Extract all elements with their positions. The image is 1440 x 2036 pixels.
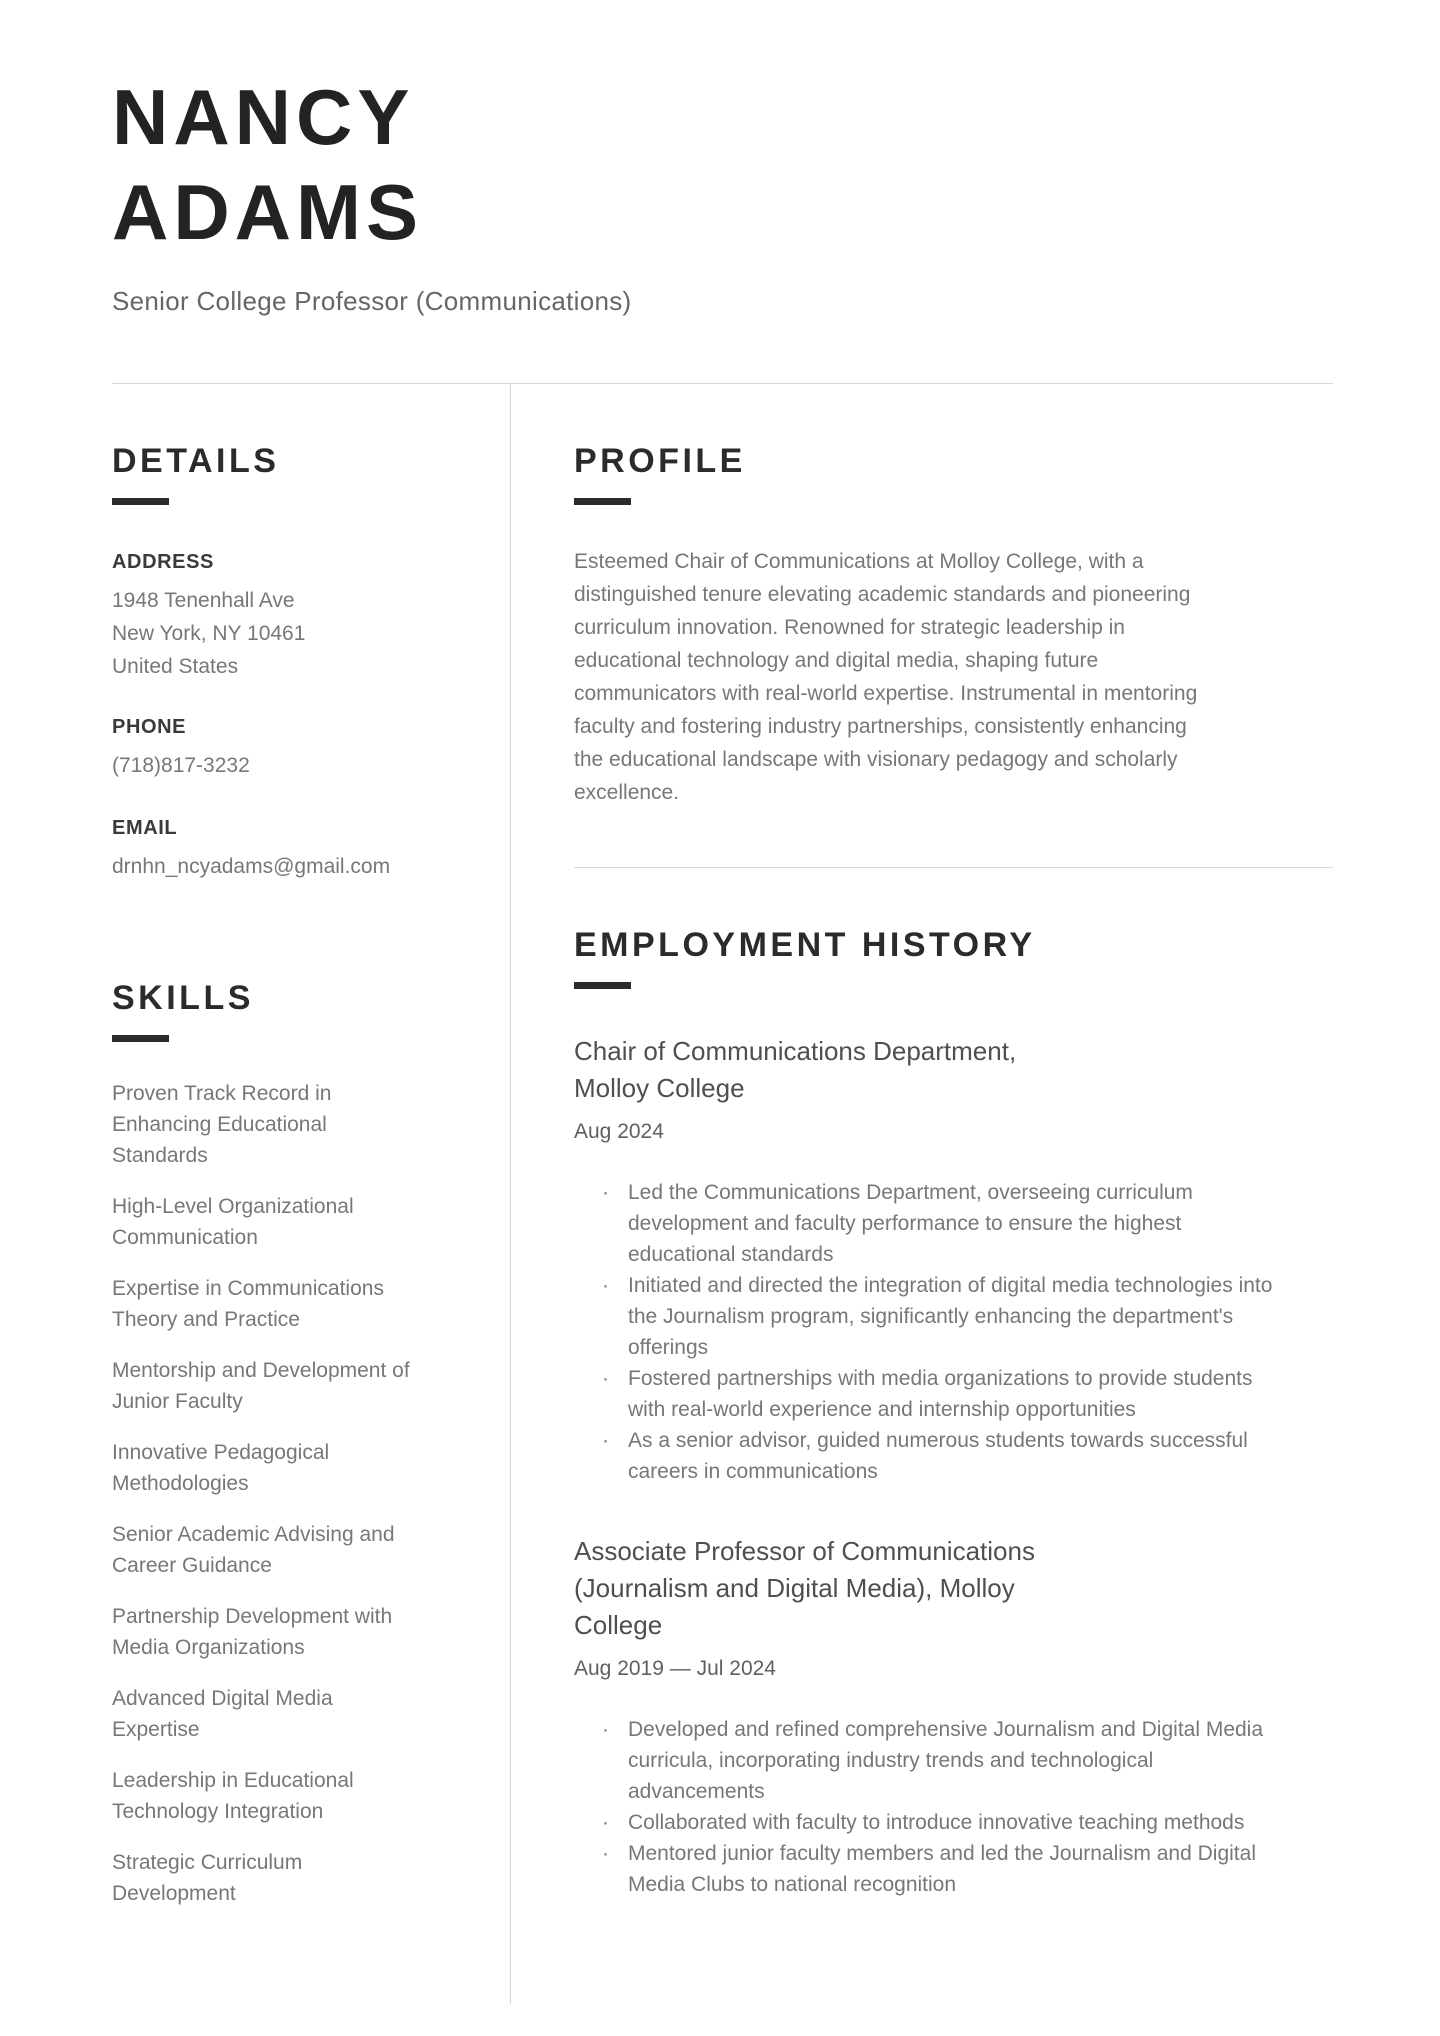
skill-item: Innovative Pedagogical Methodologies — [112, 1441, 330, 1495]
job-bullet — [602, 1714, 1333, 1807]
address-line-1: 1948 Tenenhall Ave — [112, 589, 295, 612]
job-bullet — [602, 1807, 1333, 1838]
details-heading: DETAILS — [112, 442, 280, 480]
job-entry — [574, 1533, 1333, 1900]
job-title: Chair of Communications Department, Molloy College — [574, 1036, 1017, 1103]
phone-label: PHONE — [112, 716, 187, 738]
skills-heading-underline — [112, 1035, 169, 1042]
main-column — [511, 384, 1333, 2004]
bullet-dot: · — [602, 1718, 609, 1741]
profile-summary: Esteemed Chair of Communications at Molloy College, with a distinguished tenure elevating academic standards and pioneering curriculum innovation. Renowned for strategic leadership in educational technology and digital media, shaping future communicators with real-world expertise. Instrumental in mentoring faculty and fostering industry partnerships, consistently enhancing the educational landscape with visionary pedagogy and scholarly excellence. — [574, 550, 1198, 804]
skill-item: Expertise in Communications Theory and Practice — [112, 1277, 384, 1331]
job-bullet-list — [574, 1714, 1333, 1900]
job-bullet — [602, 1270, 1333, 1363]
bullet-dot: · — [602, 1842, 609, 1865]
job-bullet — [602, 1363, 1333, 1425]
job-bullet-list — [574, 1177, 1333, 1487]
bullet-dot: · — [602, 1429, 609, 1452]
skill-item: Senior Academic Advising and Career Guidance — [112, 1523, 395, 1577]
bullet-dot: · — [602, 1181, 609, 1204]
employment-heading: EMPLOYMENT HISTORY — [574, 926, 1036, 964]
job-dates: Aug 2019 — Jul 2024 — [574, 1657, 776, 1680]
job-headline: Senior College Professor (Communications) — [112, 286, 632, 316]
skill-item: Proven Track Record in Enhancing Educational Standards — [112, 1082, 332, 1167]
skill-item: Advanced Digital Media Expertise — [112, 1687, 333, 1741]
person-name-line-2: ADAMS — [112, 168, 423, 256]
email-label: EMAIL — [112, 817, 178, 839]
address-label: ADDRESS — [112, 551, 214, 573]
job-bullet — [602, 1838, 1333, 1900]
employment-heading-underline — [574, 982, 631, 989]
job-entry — [574, 1033, 1333, 1487]
profile-section — [574, 440, 1333, 809]
profile-employment-divider — [574, 867, 1333, 868]
skill-item: Mentorship and Development of Junior Faculty — [112, 1359, 410, 1413]
job-bullet-text: Initiated and directed the integration of digital media technologies into the Journalism program, significantly enhancing the department's offerings — [628, 1274, 1273, 1359]
employment-section — [574, 924, 1333, 1900]
address-line-2: New York, NY 10461 — [112, 622, 306, 645]
address-line-3: United States — [112, 655, 239, 678]
person-name — [112, 70, 1333, 260]
skill-item: High-Level Organizational Communication — [112, 1195, 354, 1249]
job-dates: Aug 2024 — [574, 1120, 664, 1143]
profile-heading: PROFILE — [574, 442, 746, 480]
address-value — [112, 584, 510, 683]
job-bullet — [602, 1425, 1333, 1487]
bullet-dot: · — [602, 1274, 609, 1297]
job-bullet-text: Developed and refined comprehensive Journalism and Digital Media curricula, incorporating industry trends and technological advancements — [628, 1718, 1264, 1803]
details-section — [112, 440, 510, 883]
job-bullet-text: Fostered partnerships with media organizations to provide students with real-world experience and internship opportunities — [628, 1367, 1253, 1421]
profile-heading-underline — [574, 498, 631, 505]
job-title: Associate Professor of Communications (Journalism and Digital Media), Molloy College — [574, 1536, 1035, 1640]
skill-item: Strategic Curriculum Development — [112, 1851, 303, 1905]
skills-section — [112, 977, 510, 1909]
job-bullet — [602, 1177, 1333, 1270]
job-bullet-text: Mentored junior faculty members and led the Journalism and Digital Media Clubs to national recognition — [628, 1842, 1256, 1896]
job-bullet-text: As a senior advisor, guided numerous students towards successful careers in communications — [628, 1429, 1248, 1483]
person-name-line-1: NANCY — [112, 73, 415, 161]
skills-heading: SKILLS — [112, 979, 254, 1017]
bullet-dot: · — [602, 1811, 609, 1834]
skills-list — [112, 1078, 510, 1909]
sidebar-column — [112, 384, 511, 2004]
skill-item: Leadership in Educational Technology Integration — [112, 1769, 354, 1823]
details-heading-underline — [112, 498, 169, 505]
skill-item: Partnership Development with Media Organizations — [112, 1605, 393, 1659]
phone-value: (718)817-3232 — [112, 754, 250, 777]
email-value: drnhn_ncyadams@gmail.com — [112, 855, 391, 878]
job-bullet-text: Collaborated with faculty to introduce innovative teaching methods — [628, 1811, 1245, 1834]
resume-header — [112, 70, 1333, 320]
bullet-dot: · — [602, 1367, 609, 1390]
job-bullet-text: Led the Communications Department, overseeing curriculum development and faculty performance to ensure the highest educational standards — [628, 1181, 1193, 1266]
content-columns — [112, 384, 1333, 2004]
